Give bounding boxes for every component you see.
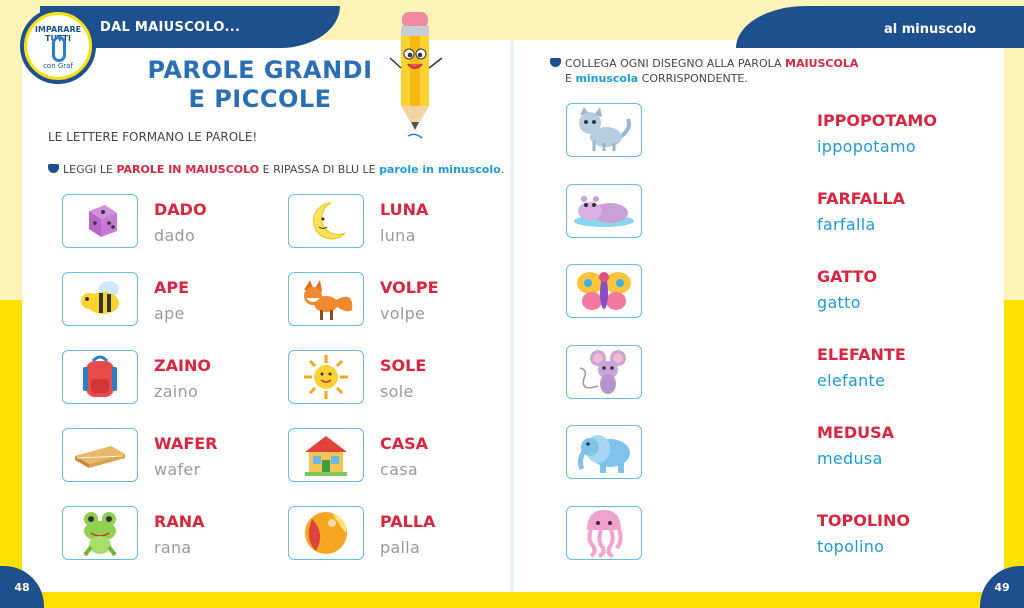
instruction-red: MAIUSCOLA — [785, 57, 859, 70]
instruction-text: COLLEGA OGNI DISEGNO ALLA PAROLA — [565, 57, 786, 70]
picture-rana — [62, 506, 138, 560]
word-uppercase: SOLE — [380, 356, 427, 375]
word-lowercase[interactable]: palla — [380, 538, 421, 557]
picture-butterfly[interactable] — [566, 264, 642, 318]
picture-volpe — [288, 272, 364, 326]
picture-casa — [288, 428, 364, 482]
page-number-right: 49 — [980, 566, 1024, 608]
word-uppercase: DADO — [154, 200, 207, 219]
instruction-text: E RIPASSA DI BLU LE — [259, 163, 380, 176]
word-lowercase[interactable]: medusa — [817, 449, 883, 468]
word-uppercase: PALLA — [380, 512, 436, 531]
word-uppercase: APE — [154, 278, 190, 297]
picture-cat[interactable] — [566, 103, 642, 157]
picture-mouse[interactable] — [566, 345, 642, 399]
jellyfish-icon — [581, 508, 627, 558]
page-number-left: 48 — [0, 566, 44, 608]
instruction-blue: parole in minuscolo — [379, 163, 501, 176]
logo-subtext: con Graf — [43, 62, 73, 70]
word-uppercase: WAFER — [154, 434, 218, 453]
backpack-icon — [77, 353, 123, 401]
word-uppercase: RANA — [154, 512, 205, 531]
word-lowercase[interactable]: sole — [380, 382, 414, 401]
picture-wafer — [62, 428, 138, 482]
word-uppercase[interactable]: FARFALLA — [817, 189, 906, 208]
word-lowercase[interactable]: dado — [154, 226, 196, 245]
word-lowercase[interactable]: ape — [154, 304, 185, 323]
sun-icon — [301, 353, 351, 401]
word-lowercase[interactable]: casa — [380, 460, 418, 479]
header-tab-left-label: DAL MAIUSCOLO... — [100, 20, 241, 35]
word-lowercase[interactable]: volpe — [380, 304, 426, 323]
header-tab-right-label: al minuscolo — [883, 22, 976, 37]
word-uppercase: VOLPE — [380, 278, 439, 297]
right-instruction — [550, 56, 858, 86]
picture-luna — [288, 194, 364, 248]
wafer-icon — [71, 438, 129, 472]
instruction-blue: minuscola — [575, 72, 639, 85]
fox-icon — [296, 276, 356, 322]
word-uppercase[interactable]: GATTO — [817, 267, 878, 286]
left-instruction — [48, 162, 504, 177]
picture-elephant[interactable] — [566, 425, 642, 479]
word-uppercase: LUNA — [380, 200, 429, 219]
heart-bullet-icon — [550, 58, 561, 67]
title-line-2: E PICCOLE — [188, 85, 332, 113]
picture-hippo[interactable] — [566, 184, 642, 238]
pencil-mascot-icon — [388, 8, 446, 140]
picture-ape — [62, 272, 138, 326]
butterfly-icon — [574, 267, 634, 315]
cat-icon — [574, 107, 634, 153]
paperclip-icon — [52, 36, 66, 62]
word-lowercase[interactable]: topolino — [817, 537, 885, 556]
frog-icon — [77, 509, 123, 557]
word-lowercase[interactable]: rana — [154, 538, 192, 557]
word-lowercase[interactable]: elefante — [817, 371, 886, 390]
instruction-text: . — [500, 163, 505, 176]
word-uppercase[interactable]: ELEFANTE — [817, 345, 906, 364]
page-title — [140, 56, 380, 114]
instruction-text: LEGGI LE — [63, 163, 117, 176]
word-lowercase[interactable]: ippopotamo — [817, 137, 916, 156]
title-line-1: PAROLE GRANDI — [147, 56, 373, 84]
word-uppercase[interactable]: TOPOLINO — [817, 511, 910, 530]
moon-icon — [301, 199, 351, 243]
word-lowercase[interactable]: farfalla — [817, 215, 876, 234]
picture-palla — [288, 506, 364, 560]
word-uppercase: CASA — [380, 434, 429, 453]
word-lowercase[interactable]: gatto — [817, 293, 861, 312]
header-tab-right — [736, 6, 1024, 48]
picture-sole — [288, 350, 364, 404]
instruction-text: CORRISPONDENTE. — [638, 72, 748, 85]
word-lowercase[interactable]: zaino — [154, 382, 199, 401]
ball-icon — [302, 509, 350, 557]
picture-dado — [62, 194, 138, 248]
word-uppercase[interactable]: MEDUSA — [817, 423, 895, 442]
house-icon — [299, 432, 353, 478]
bee-icon — [75, 277, 125, 321]
dice-icon — [75, 201, 125, 241]
instruction-text: E — [565, 72, 576, 85]
picture-zaino — [62, 350, 138, 404]
mouse-icon — [574, 348, 634, 396]
word-uppercase[interactable]: IPPOPOTAMO — [817, 111, 937, 130]
picture-jellyfish[interactable] — [566, 506, 642, 560]
elephant-icon — [574, 429, 634, 475]
logo-text: IMPARARE TUTTI — [34, 25, 82, 43]
hippo-icon — [572, 191, 636, 231]
intro-text: LE LETTERE FORMANO LE PAROLE! — [48, 130, 258, 144]
instruction-red: PAROLE IN MAIUSCOLO — [116, 163, 260, 176]
word-lowercase[interactable]: wafer — [154, 460, 201, 479]
word-lowercase[interactable]: luna — [380, 226, 416, 245]
word-uppercase: ZAINO — [154, 356, 211, 375]
series-logo — [20, 8, 96, 84]
page-fold — [510, 40, 514, 592]
heart-bullet-icon — [48, 164, 59, 173]
